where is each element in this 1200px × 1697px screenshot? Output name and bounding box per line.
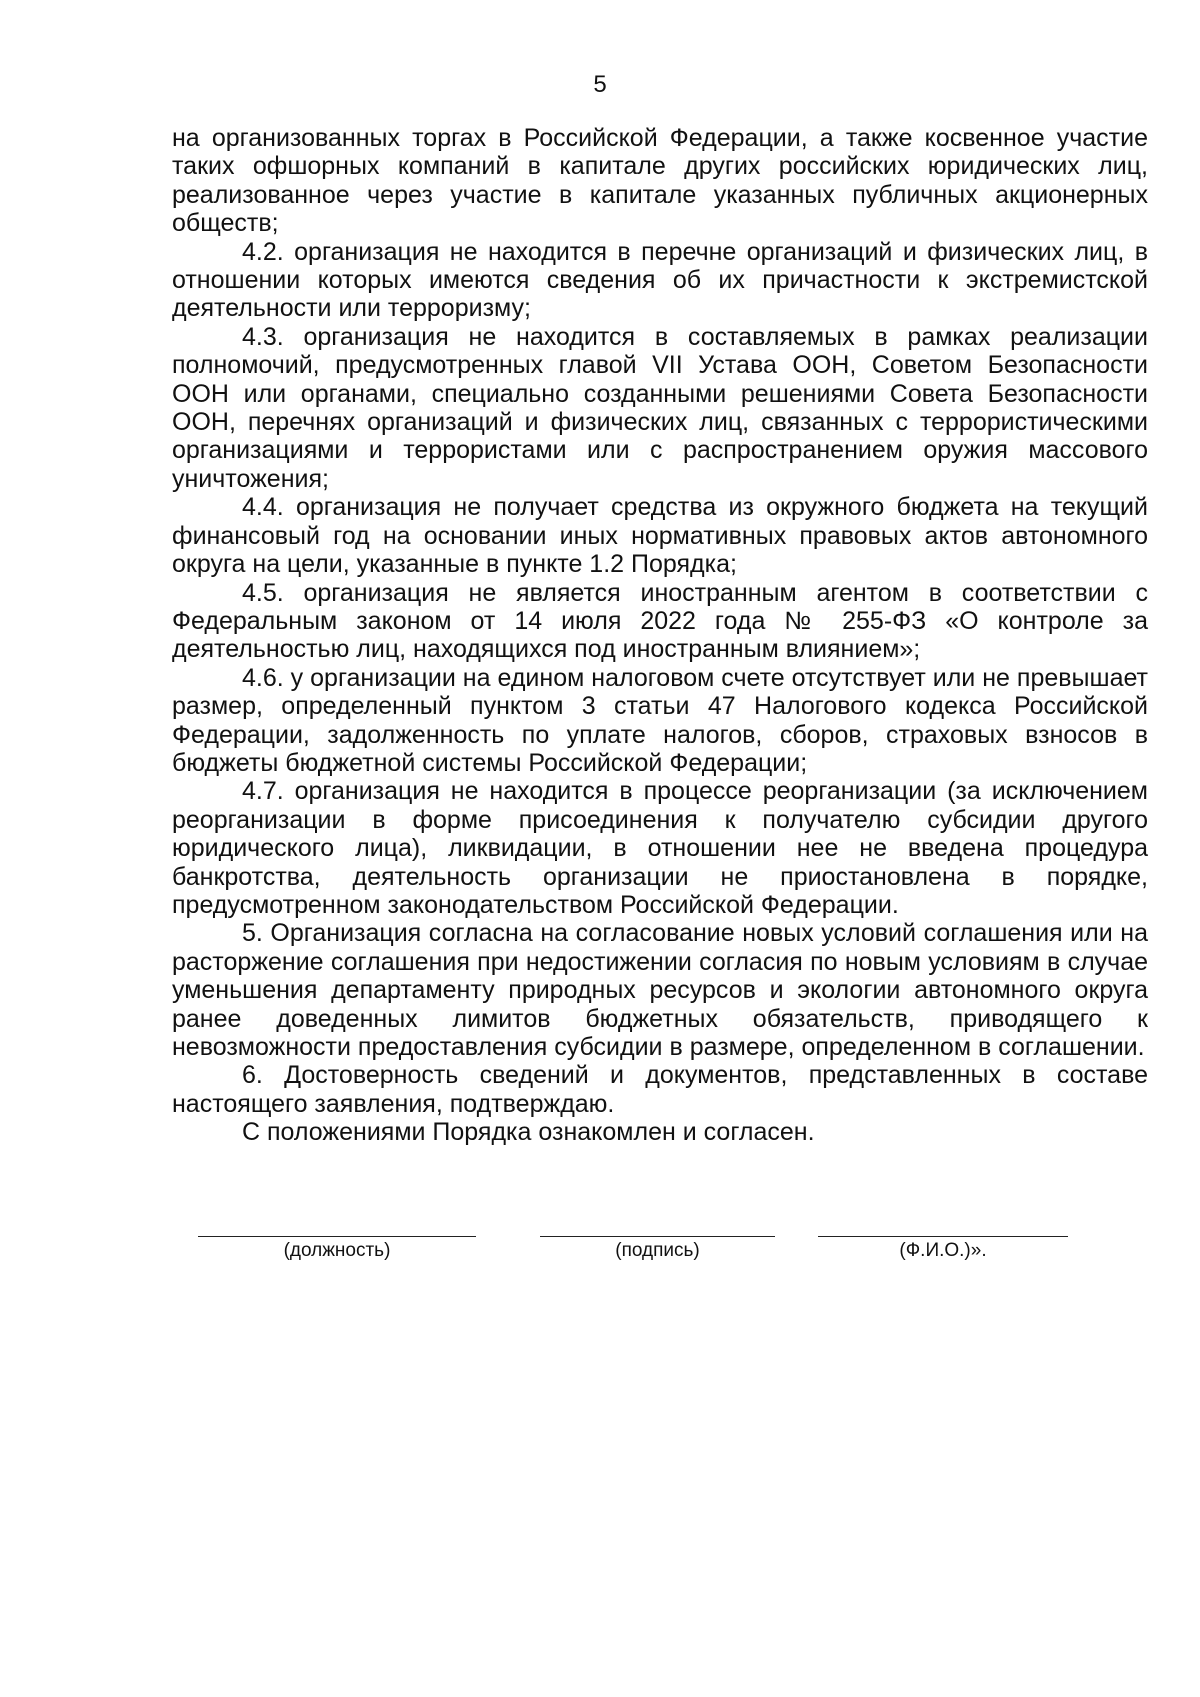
signature-caption: (подпись) <box>615 1240 700 1261</box>
position-caption: (должность) <box>283 1240 391 1261</box>
page-number: 5 <box>593 71 607 98</box>
paragraph-4-2: 4.2. организация не находится в перечне организаций и физических лиц, в отношении которых имеются сведения об их причастности к экстремистской деятельности или терроризму; <box>172 237 1148 323</box>
position-line <box>198 1226 476 1237</box>
paragraph-4-4: 4.4. организация не получает средства из окружного бюджета на текущий финансовый год на основании иных нормативных правовых актов автономного округа на цели, указанные в пункте 1.2 Порядка; <box>172 493 1148 579</box>
paragraph-5: 5. Организация согласна на согласование новых условий соглашения или на расторжение соглашения при недостижении согласия по новым условиям в случае уменьшения департаменту природных ресурсов и экологии автономного округа ранее доведенных лимитов бюджетных обязательств, приводящего к невозможности предоставления субсидии в размере, определенном в соглашении. <box>172 919 1148 1061</box>
paragraph-acknowledgement: С положениями Порядка ознакомлен и согласен. <box>242 1118 815 1147</box>
full-name-line <box>818 1226 1068 1237</box>
signature-block <box>0 1226 1200 1266</box>
full-name-field <box>818 1226 1068 1262</box>
document-body <box>172 124 1148 1147</box>
position-field <box>198 1226 476 1262</box>
paragraph-6: 6. Достоверность сведений и документов, представленных в составе настоящего заявления, подтверждаю. <box>172 1061 1148 1118</box>
paragraph-4-7: 4.7. организация не находится в процессе реорганизации (за исключением реорганизации в форме присоединения к получателю субсидии другого юридического лица), ликвидации, в отношении нее не введена процедура банкротства, деятельность организации не приостановлена в порядке, предусмотренном законодательством Российской Федерации. <box>172 777 1148 919</box>
paragraph-4-5: 4.5. организация не является иностранным агентом в соответствии с Федеральным законом от 14 июля 2022 года № 255-ФЗ «О контроле за деятельностью лиц, находящихся под иностранным влиянием»; <box>172 578 1148 664</box>
paragraph-4-3: 4.3. организация не находится в составляемых в рамках реализации полномочий, предусмотренных главой VII Устава ООН, Советом Безопасности ООН или органами, специально созданными решениями Совета Безопасности ООН, перечнях организаций и физических лиц, связанных с террористическими организациями и террористами или с распространением оружия массового уничтожения; <box>172 322 1148 493</box>
signature-field <box>540 1226 775 1262</box>
paragraph-4-6: 4.6. у организации на едином налоговом счете отсутствует или не превышает размер, определенный пунктом 3 статьи 47 Налогового кодекса Российской Федерации, задолженность по уплате налогов, сборов, страховых взносов в бюджеты бюджетной системы Российской Федерации; <box>172 663 1148 777</box>
signature-line <box>540 1226 775 1237</box>
paragraph-continuation: на организованных торгах в Российской Федерации, а также косвенное участие таких офшорных компаний в капитале других российских юридических лиц, реализованное через участие в капитале указанных публичных акционерных обществ; <box>172 124 1148 238</box>
full-name-caption: (Ф.И.О.)». <box>899 1240 987 1261</box>
